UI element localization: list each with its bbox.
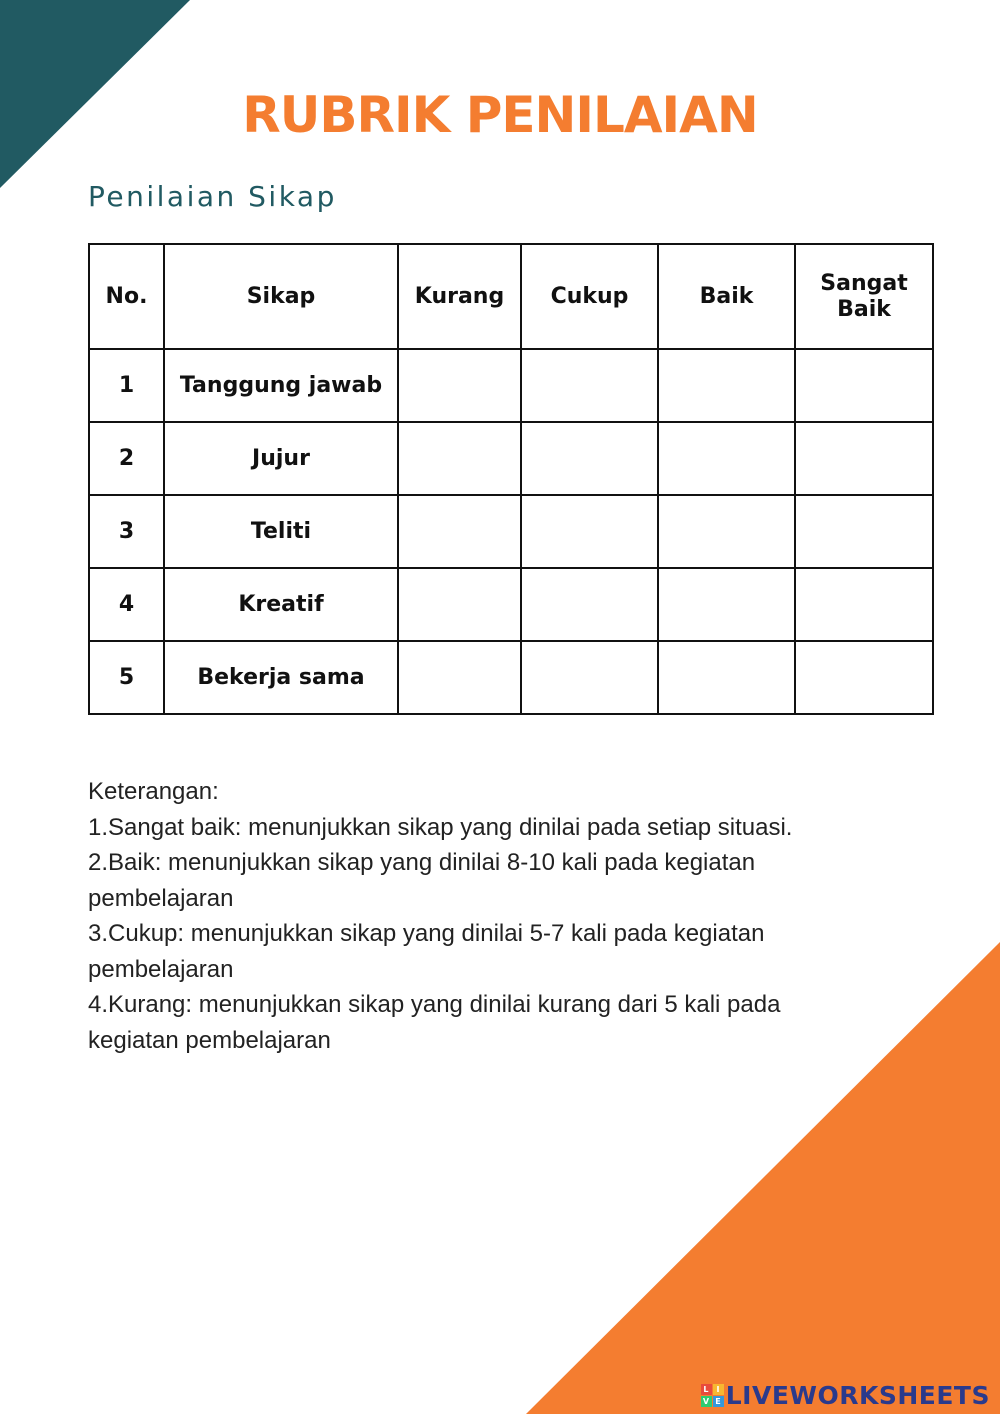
liveworksheets-brand (701, 1381, 990, 1410)
note-item: 1.Sangat baik: menunjukkan sikap yang dinilai pada setiap situasi. (88, 813, 793, 841)
notes-heading: Keterangan: (88, 778, 219, 805)
cell-sangat-baik[interactable] (795, 568, 933, 641)
row-number: 3 (89, 495, 164, 568)
section-subtitle: Penilaian Sikap (88, 180, 337, 213)
header-kurang: Kurang (398, 244, 521, 349)
cell-baik[interactable] (658, 495, 795, 568)
note-item: 3.Cukup: menunjukkan sikap yang dinilai 5-7 kali pada kegiatan pembelajaran (88, 920, 765, 983)
note-item: 4.Kurang: menunjukkan sikap yang dinilai kurang dari 5 kali pada kegiatan pembelajaran (88, 991, 781, 1054)
table-row (89, 422, 933, 495)
cell-baik[interactable] (658, 349, 795, 422)
liveworksheets-logo-icon (701, 1384, 724, 1407)
table-row (89, 495, 933, 568)
row-number: 1 (89, 349, 164, 422)
logo-tile: L (701, 1384, 712, 1395)
note-item: 2.Baik: menunjukkan sikap yang dinilai 8-10 kali pada kegiatan pembelajaran (88, 849, 756, 912)
table-header-row (89, 244, 933, 349)
brand-text: LIVEWORKSHEETS (725, 1381, 990, 1410)
cell-kurang[interactable] (398, 568, 521, 641)
table-row (89, 349, 933, 422)
table-row (89, 568, 933, 641)
notes-section (88, 774, 848, 1058)
header-sangat-baik: Sangat Baik (795, 244, 933, 349)
row-sikap: Kreatif (164, 568, 398, 641)
cell-baik[interactable] (658, 641, 795, 714)
cell-sangat-baik[interactable] (795, 349, 933, 422)
row-number: 2 (89, 422, 164, 495)
cell-kurang[interactable] (398, 641, 521, 714)
cell-kurang[interactable] (398, 495, 521, 568)
cell-kurang[interactable] (398, 349, 521, 422)
header-cukup: Cukup (521, 244, 658, 349)
cell-baik[interactable] (658, 568, 795, 641)
cell-cukup[interactable] (521, 641, 658, 714)
rubric-table (88, 243, 934, 715)
logo-tile: E (713, 1396, 724, 1407)
header-no: No. (89, 244, 164, 349)
header-baik: Baik (658, 244, 795, 349)
cell-cukup[interactable] (521, 422, 658, 495)
cell-sangat-baik[interactable] (795, 495, 933, 568)
cell-cukup[interactable] (521, 349, 658, 422)
row-sikap: Tanggung jawab (164, 349, 398, 422)
row-sikap: Jujur (164, 422, 398, 495)
cell-sangat-baik[interactable] (795, 422, 933, 495)
cell-cukup[interactable] (521, 568, 658, 641)
cell-cukup[interactable] (521, 495, 658, 568)
cell-baik[interactable] (658, 422, 795, 495)
cell-sangat-baik[interactable] (795, 641, 933, 714)
page-title: RUBRIK PENILAIAN (242, 86, 758, 144)
row-number: 4 (89, 568, 164, 641)
header-sikap: Sikap (164, 244, 398, 349)
row-sikap: Teliti (164, 495, 398, 568)
row-sikap: Bekerja sama (164, 641, 398, 714)
logo-tile: I (713, 1384, 724, 1395)
table-row (89, 641, 933, 714)
row-number: 5 (89, 641, 164, 714)
logo-tile: V (701, 1396, 712, 1407)
cell-kurang[interactable] (398, 422, 521, 495)
